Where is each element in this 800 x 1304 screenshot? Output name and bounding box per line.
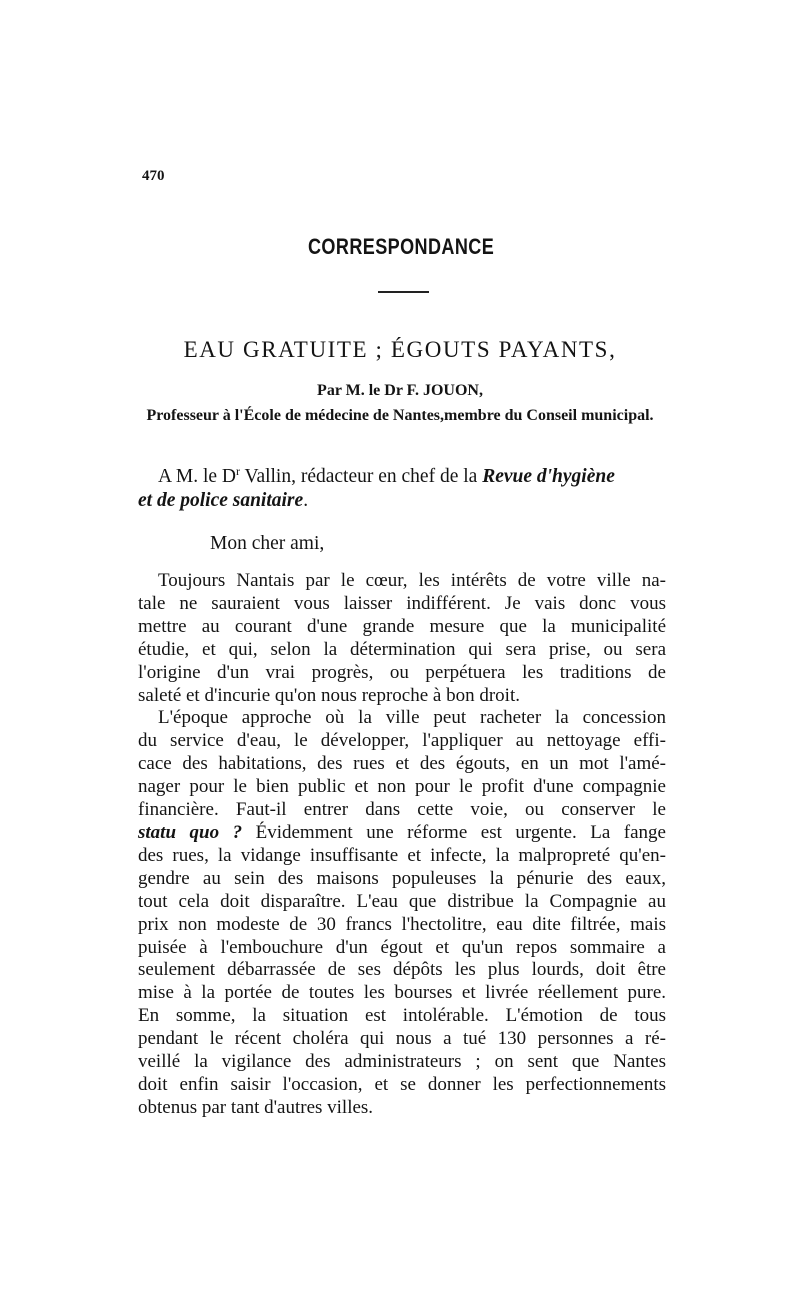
text-line: étudie, et qui, selon la détermination qui sera prise, ou sera: [138, 638, 666, 660]
text-line: En somme, la situation est intolérable. L'émotion de tous: [138, 1005, 666, 1027]
text-line: obtenus par tant d'autres villes.: [138, 1096, 374, 1118]
text-line: puisée à l'embouchure d'un égout et qu'un repos sommaire a: [138, 936, 666, 958]
journal-name-part1: Revue d'hygiène: [482, 466, 615, 487]
text-line: financière. Faut-il entrer dans cette voie, ou conserver le: [138, 799, 666, 821]
text-line: mettre au courant d'une grande mesure que la municipalité: [138, 615, 666, 637]
text-line: [138, 822, 666, 845]
text-line: saleté et d'incurie qu'on nous reproche à bon droit.: [138, 684, 520, 706]
addressee-line: [138, 489, 668, 513]
journal-name-part2: et de police sanitaire: [138, 490, 304, 511]
text-line: tout cela doit disparaître. L'eau que distribue la Compagnie au: [138, 890, 666, 912]
addressee-name-role: Vallin, rédacteur en chef de la: [240, 466, 483, 487]
paragraph-1: [138, 570, 666, 707]
letter-body: [138, 570, 666, 1120]
text-line: cace des habitations, des rues et des égouts, en un mot l'amé-: [138, 753, 666, 775]
addressee-end: .: [303, 490, 309, 511]
text-line: du service d'eau, le développer, l'appliquer au nettoyage effi-: [138, 730, 666, 752]
section-heading-text: CORRESPONDANCE: [307, 234, 495, 259]
author-affiliation: Professeur à l'École de médecine de Nantes,membre du Conseil municipal.: [146, 407, 654, 424]
text-line: doit enfin saisir l'occasion, et se donner les perfectionnements: [138, 1073, 666, 1095]
text-line: Toujours Nantais par le cœur, les intérêts de votre ville na-: [158, 570, 666, 591]
text-line: des rues, la vidange insuffisante et infecte, la malpropreté qu'en-: [138, 844, 666, 866]
addressee-line: [138, 459, 668, 489]
text-line-rest: Évidemment une réforme est urgente. La fange: [242, 821, 666, 843]
text-line: seulement débarrassée de ses dépôts les plus lourds, doit être: [138, 959, 666, 981]
addressee: [138, 459, 668, 513]
text-line: veillé la vigilance des administrateurs ; on sent que Nantes: [138, 1051, 666, 1073]
text-line: mise à la portée de toutes les bourses et livrée réellement pure.: [138, 982, 666, 1004]
text-line: L'époque approche où la ville peut racheter la concession: [158, 707, 666, 729]
text-line: pendant le récent choléra qui nous a tué 130 personnes a ré-: [138, 1028, 666, 1050]
section-heading: [73, 234, 729, 260]
salutation: Mon cher ami,: [210, 533, 325, 554]
author-byline: Par M. le Dr F. JOUON,: [317, 382, 483, 399]
page-number: 470: [142, 168, 165, 184]
addressee-prefix-sup: r: [236, 464, 240, 478]
heading-divider: [378, 291, 429, 293]
text-line: tale ne sauraient vous laisser indifférent. Je vais donc vous: [138, 592, 666, 614]
paragraph-2: [138, 707, 666, 1119]
addressee-prefix: A M. le D: [158, 466, 236, 487]
text-line: prix non modeste de 30 francs l'hectolitre, eau dite filtrée, mais: [138, 913, 666, 935]
italic-phrase: statu quo ?: [138, 821, 243, 843]
article-title: EAU GRATUITE ; ÉGOUTS PAYANTS,: [183, 337, 617, 362]
text-line: gendre au sein des maisons populeuses la pénurie des eaux,: [138, 867, 666, 889]
text-line: l'origine d'un vrai progrès, ou perpétuera les traditions de: [138, 661, 666, 683]
text-line: nager pour le bien public et non pour le profit d'une compagnie: [138, 776, 666, 798]
